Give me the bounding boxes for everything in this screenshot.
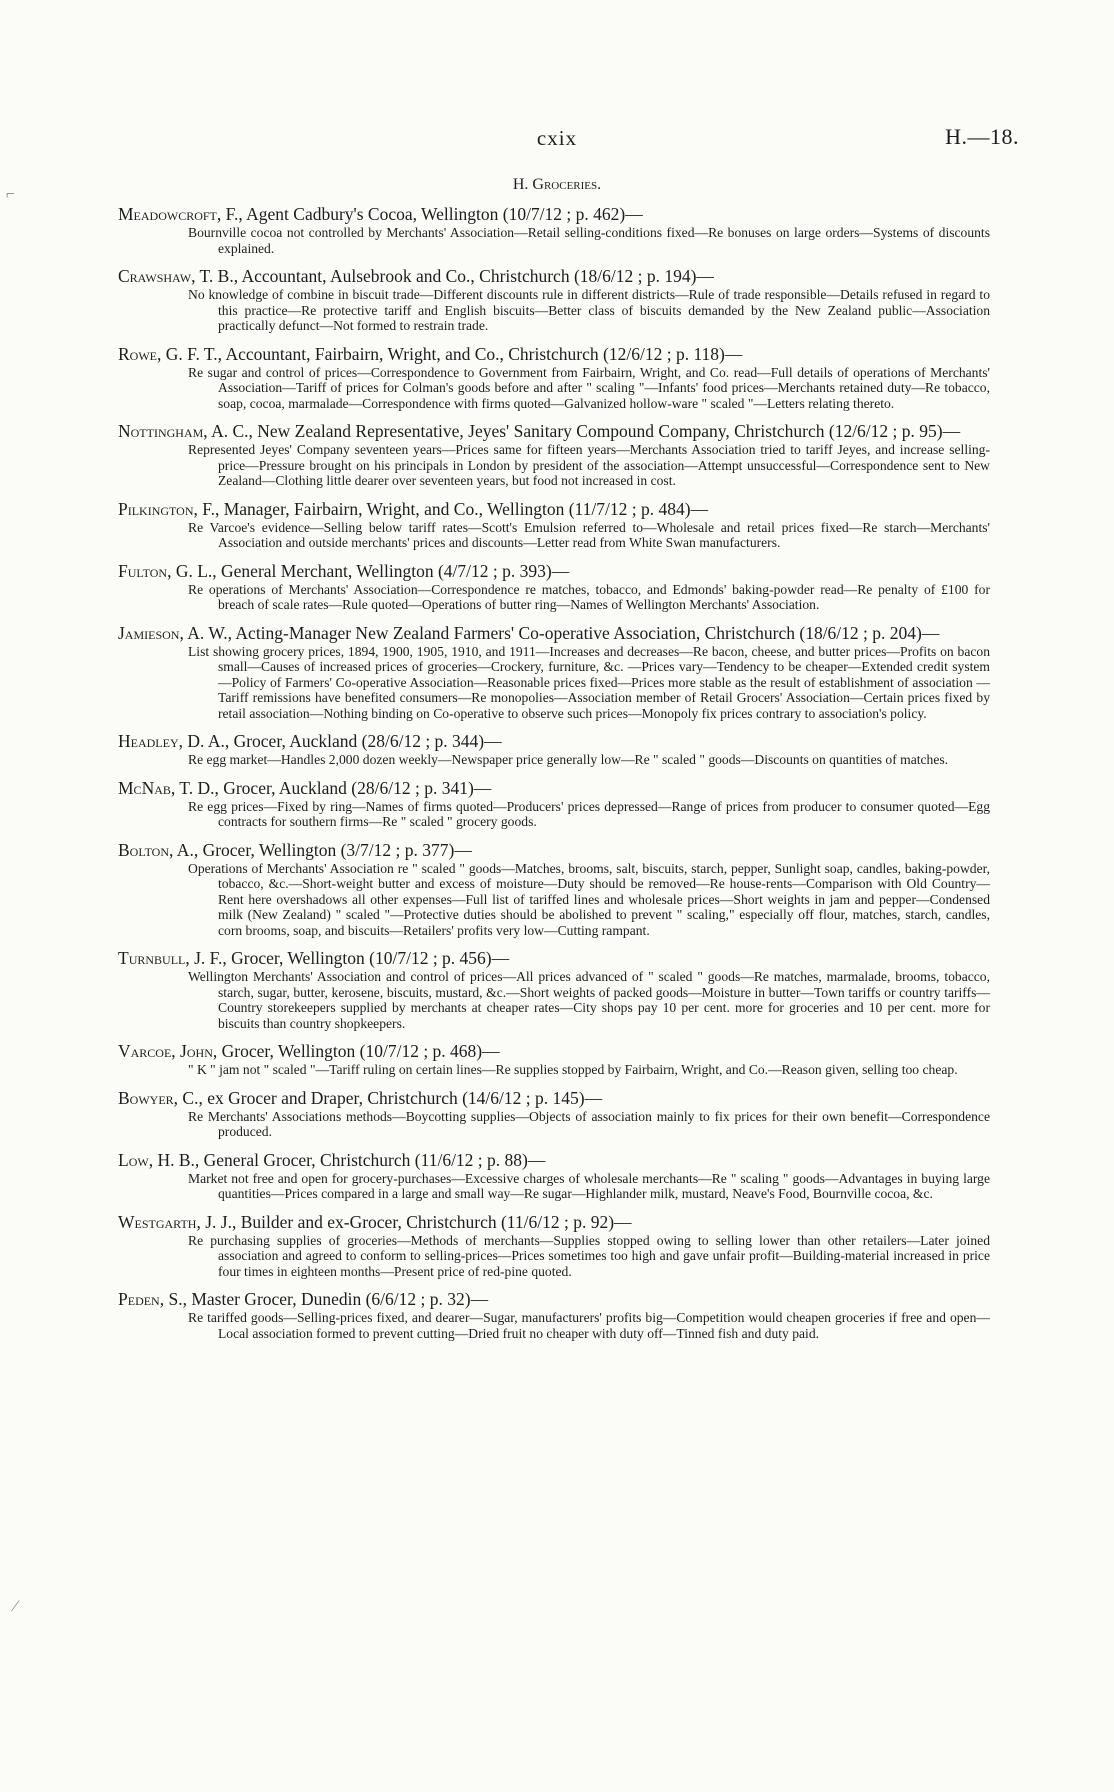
entry-heading (118, 1150, 990, 1170)
witness-name: Pilkington (118, 498, 194, 519)
section-heading (0, 176, 1114, 194)
evidence-summary: Re Varcoe's evidence—Selling below tariff rates—Scott's Emulsion referred to—Wholesale and retail prices fixed—Re starch—Merchants' Association and outside merchants' prices and discounts—Letter read from White Swan manufacturers. (188, 519, 990, 550)
margin-mark: ⁄ (14, 1598, 17, 1615)
witness-name: Jamieson (118, 622, 180, 643)
evidence-summary: Re Merchants' Associations methods—Boycotting supplies—Objects of association mainly to fix prices for their own benefit—Correspondence produced. (188, 1108, 990, 1139)
witness-entry (118, 1212, 990, 1280)
entry-heading (118, 204, 990, 224)
witness-entry (118, 778, 990, 830)
witness-details: , C., ex Grocer and Draper, Christchurch (14/6/12 ; p. 145)— (173, 1087, 603, 1108)
witness-details: , F., Agent Cadbury's Cocoa, Wellington (10/7/12 ; p. 462)— (216, 204, 643, 224)
witness-entry (118, 266, 990, 334)
witness-details: , G. L., General Merchant, Wellington (4/7/12 ; p. 393)— (167, 560, 570, 581)
witness-entry (118, 1041, 990, 1078)
entry-heading (118, 731, 990, 751)
entry-heading (118, 561, 990, 581)
witness-name: McNab (118, 777, 171, 798)
witness-details: , A. W., Acting-Manager New Zealand Farmers' Co-operative Association, Christchurch (18/6/12 ; p. 204)— (179, 622, 940, 643)
witness-entry (118, 623, 990, 722)
witness-name: Bowyer (118, 1087, 174, 1108)
entry-heading (118, 840, 990, 860)
witness-name: Fulton (118, 560, 168, 581)
witness-list (118, 204, 990, 1351)
witness-entry (118, 1150, 990, 1202)
evidence-summary: Wellington Merchants' Association and control of prices—All prices advanced of " scaled " goods—Re matches, marmalade, brooms, tobacco, starch, sugar, butter, kerosene, biscuits, mustard, &c.—Short weights of packed goods—Moisture in butter—Town tariffs or country tariffs—Country storekeepers supplied by merchants at cheaper rates—City shops pay 10 per cent. more for groceries and 10 per cent. more for biscuits than country shopkeepers. (188, 969, 990, 1031)
evidence-summary: Operations of Merchants' Association re " scaled " goods—Matches, brooms, salt, biscuits, starch, pepper, Sunlight soap, candles, baking-powder, tobacco, &c.—Short-weight butter and excess of moisture—Duty should be removed—Re house-rents—Comparison with Old Country—Rent here overshadows all other expenses—Full list of tariffed lines and wholesale prices—Short weights in jam and pepper—Condensed milk (New Zealand) " scaled "—Protective duties should be abolished to prevent " scaling," especially off flour, matches, starch, candles, corn brooms, soap, and biscuits—Retailers' profits very low—Cutting rampant. (188, 860, 990, 938)
witness-name: Turnbull (118, 948, 186, 968)
witness-details: , T. D., Grocer, Auckland (28/6/12 ; p. 341)— (170, 777, 492, 798)
witness-details: , S., Master Grocer, Dunedin (6/6/12 ; p. 32)— (159, 1289, 489, 1309)
witness-details: , J. F., Grocer, Wellington (10/7/12 ; p. 456)— (185, 948, 510, 968)
witness-entry (118, 731, 990, 768)
witness-details: , T. B., Accountant, Aulsebrook and Co., Christchurch (18/6/12 ; p. 194)— (191, 266, 714, 286)
witness-entry (118, 1289, 990, 1341)
evidence-summary: " K " jam not " scaled "—Tariff ruling on certain lines—Re supplies stopped by Fairbairn, Wright, and Co.—Reason given, selling too cheap. (188, 1062, 958, 1077)
evidence-summary: Re purchasing supplies of groceries—Methods of merchants—Supplies stopped owing to selling lower than other retailers—Later joined association and agreed to conform to selling-prices—Prices sometimes too high and gave unfair profit—Building-material increased in price four times in eighteen months—Present price of red-pine quoted. (188, 1232, 990, 1279)
witness-details: , G. F. T., Accountant, Fairbairn, Wright, and Co., Christchurch (12/6/12 ; p. 118)— (157, 343, 743, 364)
document-reference: H.—18. (945, 124, 1019, 149)
entry-heading (118, 1289, 990, 1309)
margin-mark: ⌐ (6, 186, 16, 203)
entry-heading (118, 499, 990, 519)
evidence-summary: Re operations of Merchants' Association—Correspondence re matches, tobacco, and Edmonds' baking-powder read—Re penalty of £100 for breach of scale rates—Rule quoted—Operations of butter ring—Names of Wellington Merchants' Association. (188, 581, 990, 612)
entry-heading (118, 1088, 990, 1108)
evidence-summary: Represented Jeyes' Company seventeen years—Prices same for fifteen years—Merchants Association tried to tariff Jeyes, and increase selling-price—Pressure brought on his principals in London by president of the association—Attempt unsuccessful—Correspondence sent to New Zealand—Clothing little dearer over seventeen years, but food not increased in cost. (188, 442, 990, 488)
entry-heading (118, 421, 990, 441)
entry-heading (118, 948, 990, 968)
witness-entry (118, 344, 990, 412)
evidence-summary: Re tariffed goods—Selling-prices fixed, and dearer—Sugar, manufacturers' profits big—Competition would cheapen groceries if free and open—Local association formed to prevent cutting—Dried fruit no cheaper with duty off—Tinned fish and duty paid. (188, 1310, 990, 1341)
witness-details: , J. J., Builder and ex-Grocer, Christchurch (11/6/12 ; p. 92)— (196, 1211, 632, 1232)
witness-details: , F., Manager, Fairbairn, Wright, and Co., Wellington (11/7/12 ; p. 484)— (193, 498, 709, 519)
witness-entry (118, 499, 990, 551)
witness-name: Meadowcroft (118, 204, 217, 224)
witness-details: , A. C., New Zealand Representative, Jeyes' Sanitary Compound Company, Christchurch (12/6/12 ; p. 95)— (203, 421, 961, 441)
witness-name: Westgarth (118, 1211, 197, 1232)
witness-name: Crawshaw (118, 266, 192, 286)
entry-heading (118, 1212, 990, 1232)
witness-details: , D. A., Grocer, Auckland (28/6/12 ; p. 344)— (178, 731, 502, 751)
section-title: Groceries. (532, 176, 602, 193)
witness-name: Bolton (118, 839, 170, 860)
evidence-summary: No knowledge of combine in biscuit trade—Different discounts rule in different districts—Rule of trade responsible—Details refused in regard to this practice—Re protective tariff and English biscuits—Better class of biscuits demanded by the New Zealand public—Association practically defunct—Not formed to restrain trade. (188, 287, 990, 333)
page-number: cxix (536, 126, 578, 150)
entry-heading (118, 778, 990, 798)
entry-heading (118, 623, 990, 643)
witness-details: , Grocer, Wellington (10/7/12 ; p. 468)— (212, 1041, 500, 1061)
witness-details: , A., Grocer, Wellington (3/7/12 ; p. 377)— (169, 839, 472, 860)
entry-heading (118, 344, 990, 364)
witness-entry (118, 421, 990, 489)
section-letter: H. (512, 176, 529, 193)
witness-entry (118, 840, 990, 939)
witness-name: Rowe (118, 343, 157, 364)
witness-name: Peden (118, 1289, 160, 1309)
witness-name: Headley (118, 731, 179, 751)
entry-heading (118, 266, 990, 286)
witness-name: Low (118, 1149, 149, 1170)
witness-entry (118, 204, 990, 256)
entry-heading (118, 1041, 990, 1061)
evidence-summary: Market not free and open for grocery-purchases—Excessive charges of wholesale merchants—Re " scaling " goods—Advantages in buying large quantities—Prices compared in a large and small way—Re sugar—Highlander milk, mustard, Neave's Food, Bournville cocoa, &c. (188, 1170, 990, 1201)
evidence-summary: Bournville cocoa not controlled by Merchants' Association—Retail selling-conditions fixed—Re bonuses on large orders—Systems of discounts explained. (188, 225, 990, 256)
evidence-summary: Re egg prices—Fixed by ring—Names of firms quoted—Producers' prices depressed—Range of prices from producer to consumer quoted—Egg contracts for southern firms—Re " scaled " grocery goods. (188, 798, 990, 829)
witness-entry (118, 1088, 990, 1140)
witness-name: Varcoe, John (118, 1041, 213, 1061)
evidence-summary: List showing grocery prices, 1894, 1900, 1905, 1910, and 1911—Increases and decreases—Re bacon, cheese, and butter prices—Profits on bacon small—Causes of increased prices of groceries—Crockery, furniture, &c. —Prices vary—Tendency to be cheaper—Extended credit system—Policy of Farmers' Co-operative Association—Reasonable prices fixed—Prices more stable as the result of establishment of association —Tariff remissions have benefited consumers—Re monopolies—Association member of Retail Grocers' Association—Certain prices fixed by retail association—Nothing binding on Co-operative to observe such prices—Monopoly fix prices contrary to association's policy. (188, 643, 990, 721)
witness-details: , H. B., General Grocer, Christchurch (11/6/12 ; p. 88)— (148, 1149, 546, 1170)
evidence-summary: Re sugar and control of prices—Correspondence to Government from Fairbairn, Wright, and Co. read—Full details of operations of Merchants' Association—Tariff of prices for Colman's goods before and after " scaling "—Infants' food prices—Merchants retained duty—Re tobacco, soap, cocoa, marmalade—Correspondence with firms quoted—Galvanized hollow-ware " scaled "—Letters relating thereto. (188, 364, 990, 411)
evidence-summary: Re egg market—Handles 2,000 dozen weekly—Newspaper price generally low—Re " scaled " goods—Discounts on quantities of matches. (188, 752, 949, 767)
witness-entry (118, 561, 990, 613)
witness-name: Nottingham (118, 421, 204, 441)
witness-entry (118, 948, 990, 1031)
